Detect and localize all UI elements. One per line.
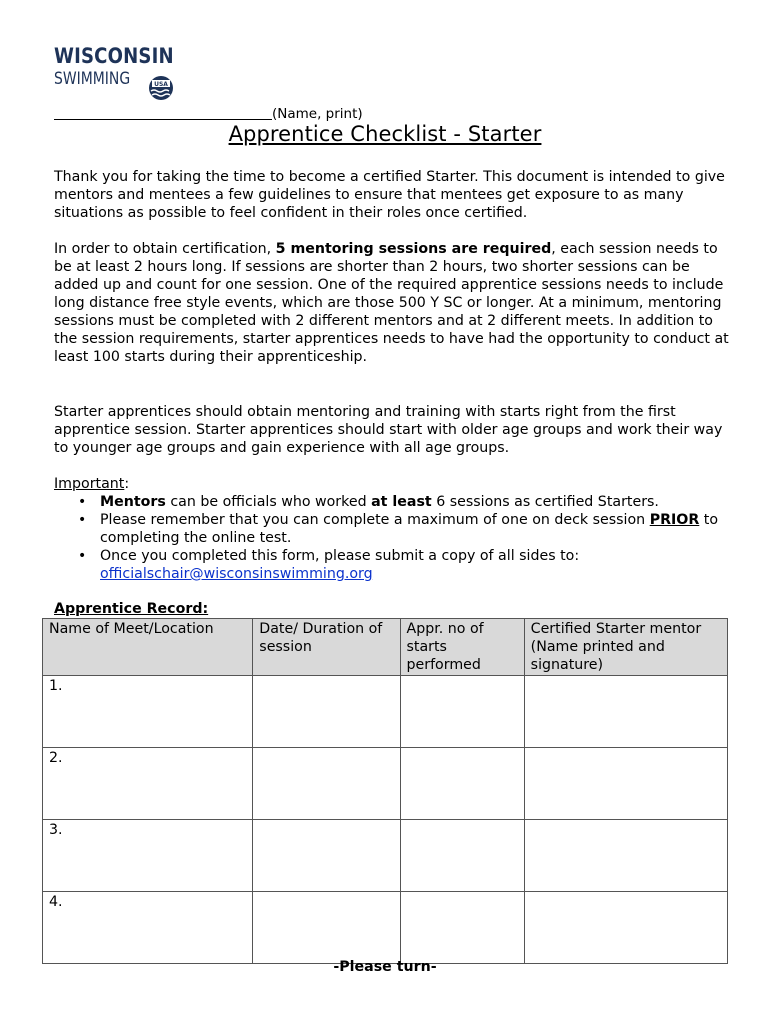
document-title: Apprentice Checklist - Starter <box>228 122 542 146</box>
row-number[interactable]: 1. <box>43 676 253 748</box>
column-header-meet: Name of Meet/Location <box>43 619 253 676</box>
table-cell[interactable] <box>253 676 400 748</box>
requirements-bold: 5 mentoring sessions are required <box>275 241 552 257</box>
badge-text: USA <box>154 81 168 88</box>
prior-text-start: Please remember that you can complete a maximum of one on deck session <box>100 512 650 528</box>
table-cell[interactable] <box>253 892 400 964</box>
requirements-after: , each session needs to be at least 2 hours long. If sessions are shorter than 2 hours, two shorter sessions can be added up and count for one session. One of the required apprentice sessions needs to include long distance free style events, which are those 500 Y SC or longer. At a minimum, mentoring sessions must be completed with 2 different mentors and at 2 different meets. In addition to the session requirements, starter apprentices needs to have had the opportunity to conduct at least 100 starts during their apprenticeship. <box>54 241 729 365</box>
row-number[interactable]: 3. <box>43 820 253 892</box>
mentors-bold: Mentors <box>100 494 166 510</box>
mentors-text: can be officials who worked <box>165 494 372 510</box>
logo-wordmark-bottom: SWIMMING <box>54 69 131 89</box>
table-cell[interactable] <box>400 748 524 820</box>
apprentice-record-heading: Apprentice Record: <box>54 601 209 617</box>
table-cell[interactable] <box>400 820 524 892</box>
wisconsin-swimming-logo <box>54 44 184 106</box>
prior-text-end: to completing the online test. <box>100 512 719 546</box>
logo-wordmark-top: WISCONSIN <box>54 44 174 68</box>
table-cell[interactable] <box>524 892 727 964</box>
table-row <box>43 748 728 820</box>
important-list <box>54 493 740 583</box>
table-cell[interactable] <box>524 676 727 748</box>
table-row <box>43 820 728 892</box>
apprentice-record-table <box>42 618 728 964</box>
submit-text: Once you completed this form, please submit a copy of all sides to: <box>100 548 580 564</box>
email-link[interactable]: officialschair@wisconsinswimming.org <box>100 566 373 582</box>
column-header-date: Date/ Duration of session <box>253 619 400 676</box>
prior-bold: PRIOR <box>649 512 700 528</box>
requirements-before: In order to obtain certification, <box>54 241 276 257</box>
list-item <box>100 511 740 547</box>
please-turn-footer: -Please turn- <box>333 959 437 975</box>
important-heading <box>54 475 129 493</box>
name-print-label: (Name, print) <box>272 106 363 122</box>
usa-swimming-badge-icon <box>147 75 175 101</box>
requirements-paragraph <box>54 240 734 366</box>
at-least-bold: at least <box>371 494 432 510</box>
table-cell[interactable] <box>253 748 400 820</box>
table-cell[interactable] <box>524 820 727 892</box>
important-colon: : <box>124 476 130 492</box>
mentors-text-end: 6 sessions as certified Starters. <box>431 494 659 510</box>
training-paragraph: Starter apprentices should obtain mentoring and training with starts right from the first apprentice session. Starter apprentices should start with older age groups and work their way to younger age groups and gain experience with all age groups. <box>54 404 723 456</box>
table-cell[interactable] <box>253 820 400 892</box>
name-print-line <box>54 105 363 122</box>
column-header-mentor: Certified Starter mentor (Name printed and signature) <box>524 619 727 676</box>
table-row <box>43 676 728 748</box>
table-cell[interactable] <box>524 748 727 820</box>
table-cell[interactable] <box>400 676 524 748</box>
row-number[interactable]: 2. <box>43 748 253 820</box>
intro-paragraph: Thank you for taking the time to become a certified Starter. This document is intended to give mentors and mentees a few guidelines to ensure that mentees get exposure to as many situations as possible to feel confident in their roles once certified. <box>54 169 725 221</box>
list-item <box>100 493 740 511</box>
column-header-starts: Appr. no of starts performed <box>400 619 524 676</box>
list-item <box>100 547 740 583</box>
table-header-row <box>43 619 728 676</box>
table-row <box>43 892 728 964</box>
table-cell[interactable] <box>400 892 524 964</box>
important-label: Important <box>54 476 125 492</box>
row-number[interactable]: 4. <box>43 892 253 964</box>
name-blank-field[interactable] <box>54 105 272 120</box>
